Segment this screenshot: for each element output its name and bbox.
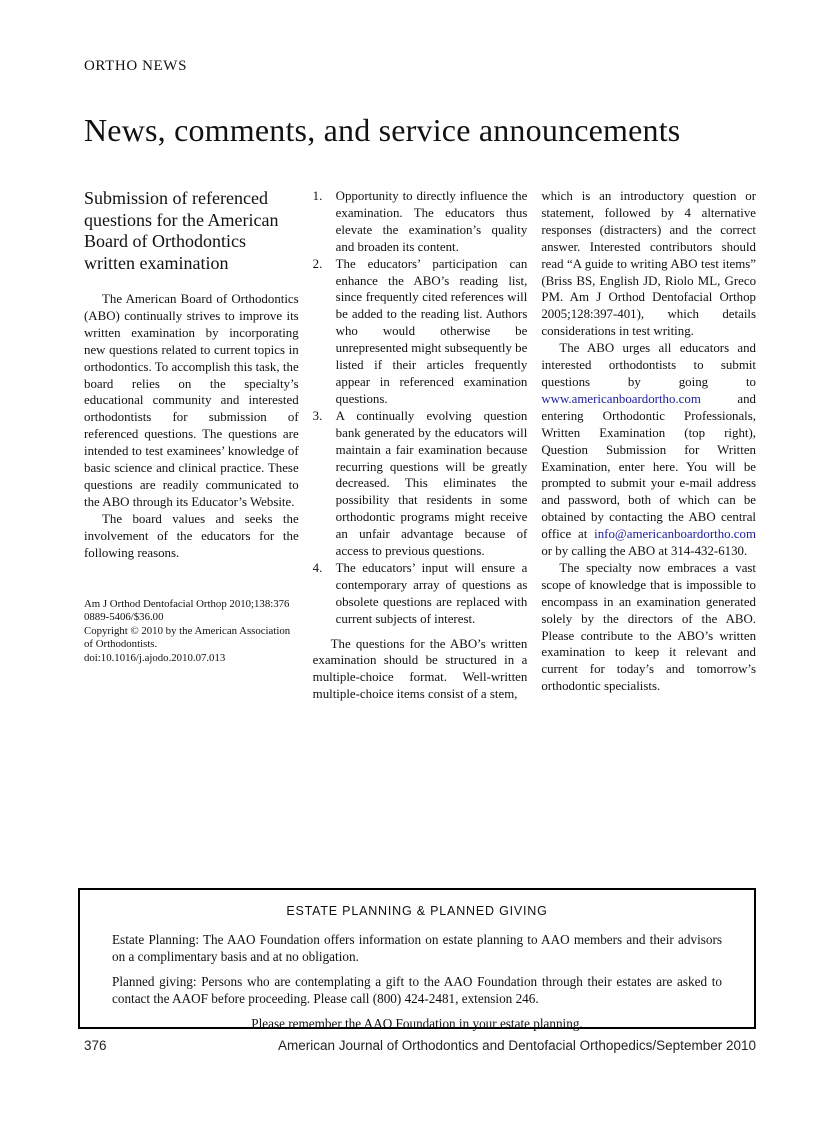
- article-paragraph-6: The specialty now embraces a vast scope of knowledge that is impossible to encompass in an examination generated solely by the directors of the ABO. Please contribute to the ABO’s written examination to keep it relevant and current for today’s and tomorrow’s orthodontic specialists.: [541, 560, 757, 694]
- footnote-doi: doi:10.1016/j.ajodo.2010.07.013: [84, 651, 226, 664]
- article-paragraph-2: The board values and seeks the involvement of the educators for the following reasons.: [84, 511, 299, 560]
- list-item-number: 4.: [312, 560, 323, 575]
- abo-website-link[interactable]: www.americanboardortho.com: [541, 391, 701, 406]
- estate-planning-paragraph: Estate Planning: The AAO Foundation offers information on estate planning to AAO members and their advisors on a complimentary basis and at no obligation.: [112, 932, 722, 964]
- article-paragraph-1: The American Board of Orthodontics (ABO) continually strives to improve its written examination by incorporating new questions related to current topics in orthodontics. To accomplish this task, the board relies on the specialty’s educational community and interested orthodontists for submission of referenced questions. The questions are intended to test examinees’ knowledge of basic science and clinical practice. These questions are readily communicated to the ABO through its Educator’s Website.: [84, 292, 299, 509]
- abo-email-link[interactable]: info@americanboardortho.com: [594, 527, 757, 542]
- list-item: [313, 188, 528, 256]
- list-item-text: The educators’ participation can enhance the ABO’s reading list, since frequently cited references will be added to the reading list. Authors who would otherwise be unrepresented might subsequently be listed if their articles frequently appear in referenced examination questions.: [335, 256, 528, 406]
- list-item: [313, 560, 528, 628]
- planned-giving-paragraph: Planned giving: Persons who are contemplating a gift to the AAO Foundation through their estates are asked to contact the AAOF before proceeding. Please call (800) 424-2481, extension 246.: [112, 974, 722, 1006]
- footnote-citation: Am J Orthod Dentofacial Orthop 2010;138:376: [84, 597, 290, 610]
- column-right: [541, 188, 756, 703]
- list-item-text: Opportunity to directly influence the examination. The educators thus elevate the examination’s quality and broaden its content.: [335, 189, 528, 254]
- page-number: 376: [84, 1038, 107, 1053]
- reasons-list: [313, 188, 528, 628]
- page-title: News, comments, and service announcements: [84, 112, 681, 148]
- paragraph-text: The ABO urges all educators and interested orthodontists to submit questions by going to: [541, 341, 757, 389]
- list-item-number: 3.: [312, 408, 323, 423]
- article-heading: Submission of referenced questions for the American Board of Orthodontics written examination: [84, 188, 279, 273]
- article-paragraph-3: The questions for the ABO’s written examination should be structured in a multiple-choice format. Well-written multiple-choice items consist of a stem,: [312, 636, 528, 702]
- column-left: [84, 188, 299, 703]
- paragraph-text: or by calling the ABO at 314-432-6130.: [541, 544, 748, 559]
- article-columns: [84, 188, 756, 703]
- estate-planning-box: [78, 888, 756, 1029]
- article-paragraph-4: which is an introductory question or statement, followed by 4 alternative responses (distracters) and the correct answer. Interested contributors should read “A guide to writing ABO test items” (Briss BS, English JD, Riolo ML, Greco PM. Am J Orthod Dentofacial Orthop 2005;128:397-401), which details considerations in test writing.: [541, 189, 757, 339]
- journal-running-title: American Journal of Orthodontics and Dentofacial Orthopedics/September 2010: [277, 1038, 756, 1053]
- list-item: [313, 408, 528, 560]
- section-kicker: ORTHO NEWS: [84, 58, 188, 74]
- list-item-text: A continually evolving question bank generated by the educators will maintain a fair examination because recurring questions will be greatly decreased. This eliminates the possibility that residents in some orthodontic programs might receive an unfair advantage because of access to previous questions.: [335, 408, 528, 559]
- list-item: [313, 256, 528, 408]
- article-footnote: [84, 598, 299, 666]
- article-paragraph-5: [541, 340, 756, 560]
- list-item-text: The educators’ input will ensure a contemporary array of questions as obsolete questions are replaced with current subjects of interest.: [335, 560, 528, 626]
- footnote-issn-price: 0889-5406/$36.00: [84, 611, 164, 624]
- paragraph-text: and entering Orthodontic Professionals, Written Examination (top right), Question Submission for Written Examination, enter here. You will be prompted to submit your e-mail address and password, both of which can be obtained by contacting the ABO central office at: [541, 391, 757, 542]
- footnote-copyright: Copyright © 2010 by the American Association of Orthodontists.: [84, 624, 291, 651]
- column-middle: [313, 188, 528, 703]
- list-item-number: 1.: [312, 189, 323, 203]
- list-item-number: 2.: [312, 256, 323, 271]
- estate-reminder-paragraph: Please remember the AAO Foundation in your estate planning.: [251, 1016, 583, 1031]
- page-footer: [84, 1038, 756, 1053]
- estate-box-title: ESTATE PLANNING & PLANNED GIVING: [286, 904, 548, 918]
